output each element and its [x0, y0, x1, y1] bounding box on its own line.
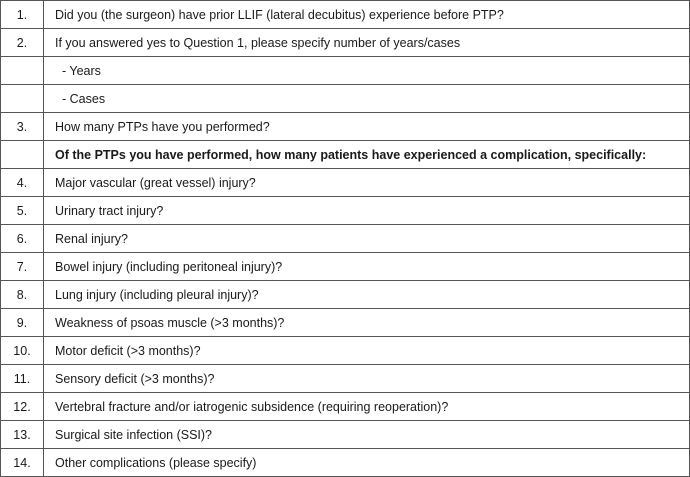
table-row [1, 225, 690, 253]
sub-question-text: - Years [44, 57, 690, 85]
table-row [1, 421, 690, 449]
question-text: Surgical site infection (SSI)? [44, 421, 690, 449]
question-number: 2. [1, 29, 44, 57]
question-number: 8. [1, 281, 44, 309]
questionnaire-body [1, 1, 690, 477]
question-text: Bowel injury (including peritoneal injury)? [44, 253, 690, 281]
question-number: 4. [1, 169, 44, 197]
question-text: Urinary tract injury? [44, 197, 690, 225]
question-text: Major vascular (great vessel) injury? [44, 169, 690, 197]
table-row [1, 29, 690, 57]
question-text: Did you (the surgeon) have prior LLIF (lateral decubitus) experience before PTP? [44, 1, 690, 29]
table-row [1, 85, 690, 113]
table-row [1, 141, 690, 169]
question-number: 14. [1, 449, 44, 477]
table-row [1, 1, 690, 29]
question-number: 12. [1, 393, 44, 421]
sub-question-text: - Cases [44, 85, 690, 113]
table-row [1, 449, 690, 477]
question-text: If you answered yes to Question 1, please specify number of years/cases [44, 29, 690, 57]
section-heading: Of the PTPs you have performed, how many patients have experienced a complication, specifically: [44, 141, 690, 169]
question-number [1, 85, 44, 113]
table-row [1, 113, 690, 141]
question-text: Lung injury (including pleural injury)? [44, 281, 690, 309]
table-row [1, 337, 690, 365]
question-text: Renal injury? [44, 225, 690, 253]
table-row [1, 281, 690, 309]
question-text: How many PTPs have you performed? [44, 113, 690, 141]
table-row [1, 365, 690, 393]
question-text: Motor deficit (>3 months)? [44, 337, 690, 365]
question-number [1, 141, 44, 169]
question-text: Vertebral fracture and/or iatrogenic subsidence (requiring reoperation)? [44, 393, 690, 421]
question-number: 11. [1, 365, 44, 393]
table-row [1, 197, 690, 225]
table-row [1, 253, 690, 281]
table-row [1, 309, 690, 337]
question-number: 6. [1, 225, 44, 253]
table-row [1, 57, 690, 85]
question-number: 5. [1, 197, 44, 225]
question-number: 10. [1, 337, 44, 365]
question-number: 7. [1, 253, 44, 281]
question-text: Weakness of psoas muscle (>3 months)? [44, 309, 690, 337]
question-text: Sensory deficit (>3 months)? [44, 365, 690, 393]
question-text: Other complications (please specify) [44, 449, 690, 477]
question-number: 9. [1, 309, 44, 337]
question-number [1, 57, 44, 85]
question-number: 1. [1, 1, 44, 29]
question-number: 3. [1, 113, 44, 141]
question-number: 13. [1, 421, 44, 449]
table-row [1, 393, 690, 421]
table-row [1, 169, 690, 197]
